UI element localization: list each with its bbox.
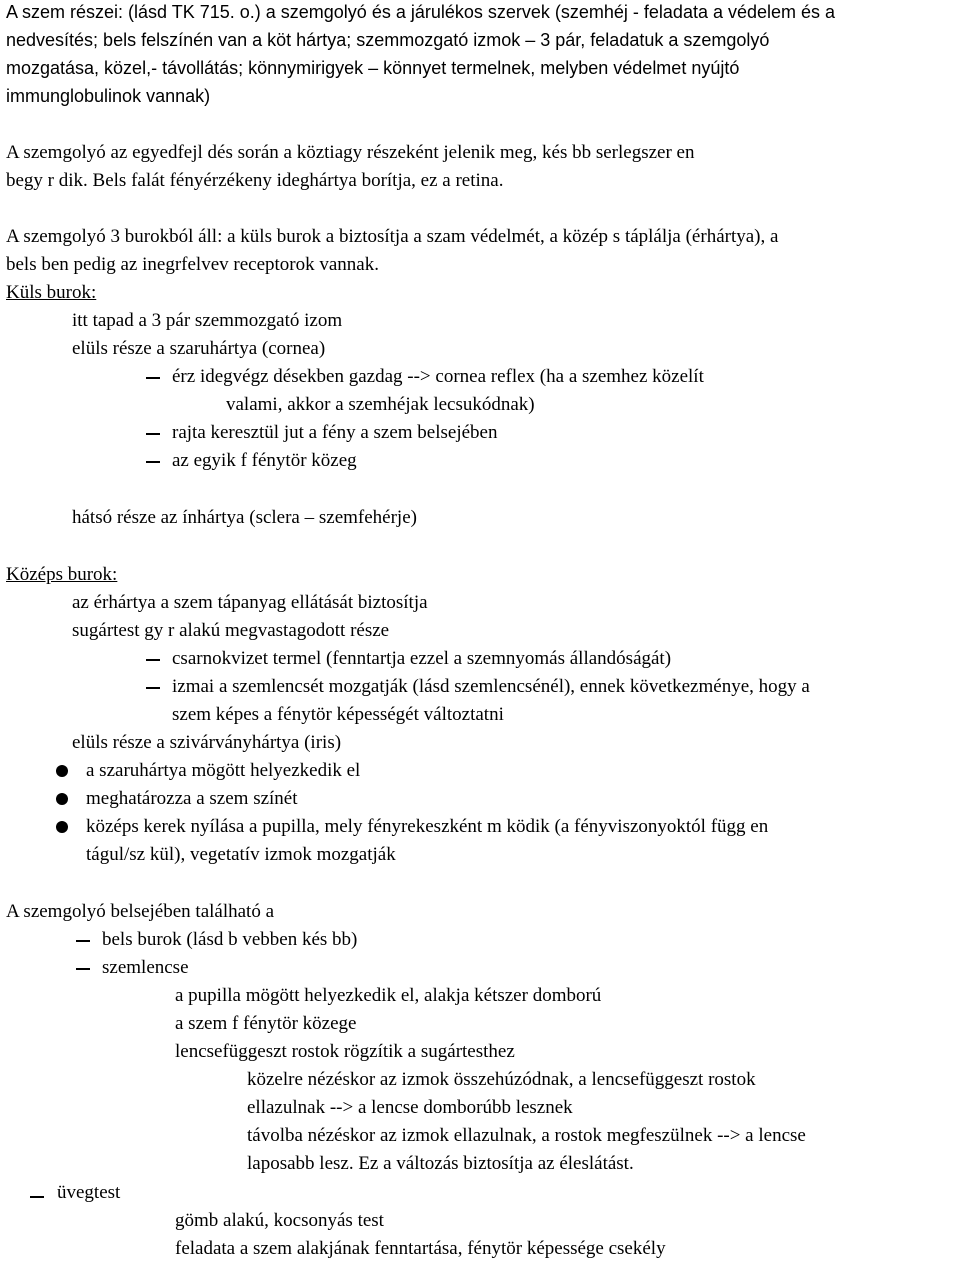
lens-far-line-2: laposabb lesz. Ez a változás biztosítja az éleslátást. (247, 1153, 634, 1174)
dash-marker (146, 687, 160, 689)
paragraph-origin-line-2: begy r dik. Bels falát fényérzékeny ideghártya borítja, ez a retina. (6, 170, 504, 191)
dash-marker (146, 377, 160, 379)
cornea-refract: az egyik f fénytör közeg (172, 450, 357, 471)
intro-line-4: immunglobulinok vannak) (6, 86, 211, 106)
paragraph-layers-line-1: A szemgolyó 3 burokból áll: a küls burok a biztosítja a szam védelmét, a közép s táplálja (érhártya), a (6, 226, 779, 247)
dash-marker (146, 461, 160, 463)
dash-marker (76, 940, 90, 942)
bullet-marker (56, 821, 68, 833)
intro-line-2: nedvesítés; bels felszínén van a köt hártya; szemmozgató izmok – 3 pár, feladatuk a szemgolyó (6, 30, 770, 50)
inside-vitreous: üvegtest (57, 1182, 121, 1203)
dash-marker (146, 433, 160, 435)
paragraph-layers-line-2: bels ben pedig az inegrfelvev receptorok vannak. (6, 254, 379, 275)
inside-heading: A szemgolyó belsejében található a (6, 901, 275, 922)
outer-back-sclera: hátsó része az ínhártya (sclera – szemfehérje) (72, 507, 417, 528)
iris-bullet-3-line-1: középs kerek nyílása a pupilla, mely fényrekeszként m ködik (a fényviszonyoktól függ en (86, 816, 769, 837)
lens-near-line-2: ellazulnak --> a lencse domborúbb lesznek (247, 1097, 573, 1118)
inside-lens: szemlencse (102, 957, 189, 978)
ciliary-lens-line-2: szem képes a fénytör képességét változtatni (172, 704, 504, 725)
lens-position: a pupilla mögött helyezkedik el, alakja kétszer domború (175, 985, 602, 1006)
lens-far-line-1: távolba nézéskor az izmok ellazulnak, a rostok megfeszülnek --> a lencse (247, 1125, 806, 1146)
cornea-nerve-line-2: valami, akkor a szemhéjak lecsukódnak) (226, 394, 535, 415)
outer-muscles: itt tapad a 3 pár szemmozgató izom (72, 310, 343, 331)
ciliary-fluid: csarnokvizet termel (fenntartja ezzel a szemnyomás állandóságát) (172, 648, 672, 669)
iris-bullet-1: a szaruhártya mögött helyezkedik el (86, 760, 361, 781)
dash-marker (146, 659, 160, 661)
iris-bullet-3-line-2: tágul/sz kül), vegetatív izmok mozgatják (86, 844, 396, 865)
middle-ciliary: sugártest gy r alakú megvastagodott része (72, 620, 390, 641)
intro-line-1: A szem részei: (lásd TK 715. o.) a szemgolyó és a járulékos szervek (szemhéj - feladata a védelem és a (6, 2, 836, 22)
intro-line-3: mozgatása, közel,- távollátás; könnymirigyek – könnyet termelnek, melyben védelmet nyújtó (6, 58, 740, 78)
vitreous-shape: gömb alakú, kocsonyás test (175, 1210, 384, 1231)
lens-main-refract: a szem f fénytör közege (175, 1013, 357, 1034)
vitreous-function: feladata a szem alakjának fenntartása, fénytör képessége csekély (175, 1238, 666, 1259)
iris-bullet-2: meghatározza a szem színét (86, 788, 298, 809)
bullet-marker (56, 793, 68, 805)
dash-marker (30, 1196, 44, 1198)
dash-marker (76, 968, 90, 970)
outer-layer-heading: Küls burok: (6, 282, 97, 303)
middle-supply: az érhártya a szem tápanyag ellátását biztosítja (72, 592, 428, 613)
outer-front-cornea: elüls része a szaruhártya (cornea) (72, 338, 326, 359)
paragraph-origin-line-1: A szemgolyó az egyedfejl dés során a köztiagy részeként jelenik meg, kés bb serlegszer en (6, 142, 695, 163)
cornea-light: rajta keresztül jut a fény a szem belsejében (172, 422, 498, 443)
lens-near-line-1: közelre nézéskor az izmok összehúzódnak, a lencsefüggeszt rostok (247, 1069, 756, 1090)
inside-inner-layer: bels burok (lásd b vebben kés bb) (102, 929, 358, 950)
bullet-marker (56, 765, 68, 777)
ciliary-lens-line-1: izmai a szemlencsét mozgatják (lásd szemlencsénél), ennek következménye, hogy a (172, 676, 810, 697)
middle-iris: elüls része a szivárványhártya (iris) (72, 732, 342, 753)
cornea-nerve-line-1: érz idegvégz désekben gazdag --> cornea reflex (ha a szemhez közelít (172, 366, 704, 387)
middle-layer-heading: Középs burok: (6, 564, 118, 585)
lens-zonule: lencsefüggeszt rostok rögzítik a sugártesthez (175, 1041, 515, 1062)
